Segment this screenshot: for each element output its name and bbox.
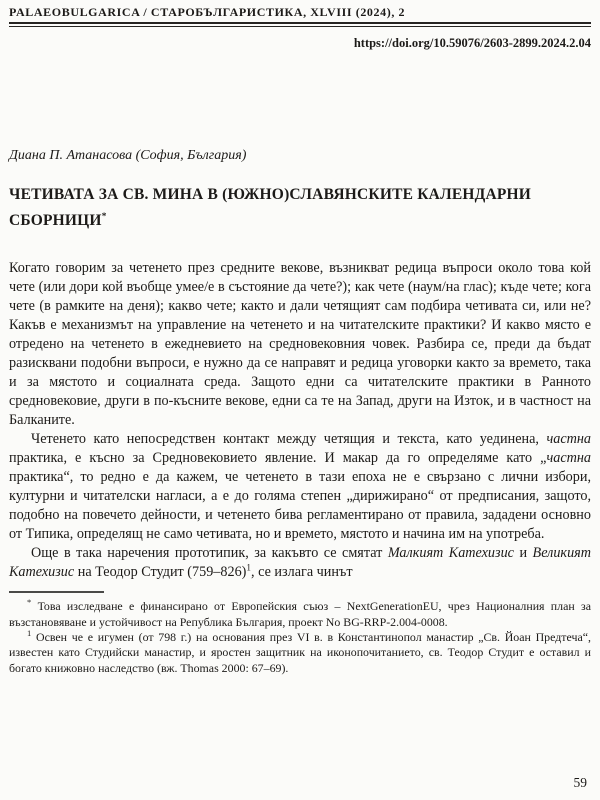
footnote-star xyxy=(9,599,591,630)
footnote-1-text: Освен че е игумен (от 798 г.) на основания през VI в. в Константинопол манастир „Св. Йоан Предтеча“, известен като Студийски манастир, и яростен защитник на иконопочитанието, св. Теодор Студит е оставил и богато книжовно наследство (вж. Thomas 2000: 67–69). xyxy=(9,629,591,675)
footnote-star-text: Това изследване е финансирано от Европейския съюз – NextGenerationEU, чрез Националния план за възстановяване и устойчивост на Република България, проект No BG-RRP-2.004-0008. xyxy=(9,599,591,629)
footnote-1-marker: 1 xyxy=(27,628,32,638)
paragraph-3-text: на Теодор Студит (759–826) xyxy=(74,564,247,581)
title-footnote-marker: * xyxy=(101,212,107,222)
article-body xyxy=(9,259,591,582)
paragraph-1 xyxy=(9,259,591,430)
paragraph-3-work-title: Малкият Катехизис xyxy=(387,545,514,562)
article-title xyxy=(9,183,591,232)
paragraph-3-work-title: Великият Катехизис xyxy=(9,545,592,581)
footnotes-section xyxy=(9,599,591,676)
footnote-star-marker: * xyxy=(27,597,32,608)
paragraph-3-text: , се излага чинът xyxy=(251,564,353,581)
paragraph-2-text: практика, е късно за Средновековието явление. И макар да го определяме като „ xyxy=(9,450,547,467)
footnote-separator-rule xyxy=(9,591,104,593)
paragraph-2 xyxy=(9,430,591,544)
paragraph-3 xyxy=(9,544,591,582)
footnote-reference-1: 1 xyxy=(246,562,252,573)
doi-link[interactable]: https://doi.org/10.59076/2603-2899.2024.2.04 xyxy=(353,36,591,50)
paragraph-2-italic-term: частна xyxy=(546,431,591,448)
paragraph-1-text: Когато говорим за четенето през средните векове, възникват редица въпроси около това кой чете (или дори кой въобще умее/е в състояние да чете?); как чете (наум/на глас); къде чете; кога чете (в рамките на деня); какво чете; както и дали четящият сам подбира четивата си, или не? Какъв е механизмът на управление на четенето и на читателските практики? И какво място е отредено на четенето в ежедневието на средновековния човек. Разбира се, преди да бъдат разисквани подобни въпроси, е нужно да се направят и редица уговорки както за времето, така и за мястото и социалната среда. Защото едни са читателските практики в Ранното средновековие, други в по-късните векове, едни са те на Запад, други на Изток, и в частност на Балканите. xyxy=(9,260,591,429)
paragraph-3-text: и xyxy=(513,545,533,562)
paragraph-2-text: практика“, то редно е да кажем, че четенето в тази епоха не е свързано с лични избори, културни и читателски нагласи, а е до голяма степен „дирижирано“ от предписания, защото, подобно на повечето дейности, и четенето бива регламентирано от правила, зададени основно от Типика, определящ не само четивата, но и времето, мястото и начина им на употреба. xyxy=(9,469,591,543)
article-title-text: ЧЕТИВАТА ЗА СВ. МИНА В (ЮЖНО)СЛАВЯНСКИТЕ КАЛЕНДАРНИ СБОРНИЦИ xyxy=(9,186,532,230)
paragraph-3-text: Още в така наречения прототипик, за какъвто се смятат xyxy=(31,545,388,562)
header-double-rule xyxy=(9,22,591,27)
author-byline: Диана П. Атанасова (София, България) xyxy=(9,148,247,163)
journal-header: PALAEOBULGARICA / СТАРОБЪЛГАРИСТИКА, XLVIII (2024), 2 xyxy=(9,5,406,19)
paragraph-2-text: Четенето като непосредствен контакт между четящия и текста, като уединена, xyxy=(31,431,547,448)
page-number: 59 xyxy=(573,775,587,790)
paragraph-2-italic-term: частна xyxy=(546,450,591,467)
footnote-1 xyxy=(9,630,591,676)
